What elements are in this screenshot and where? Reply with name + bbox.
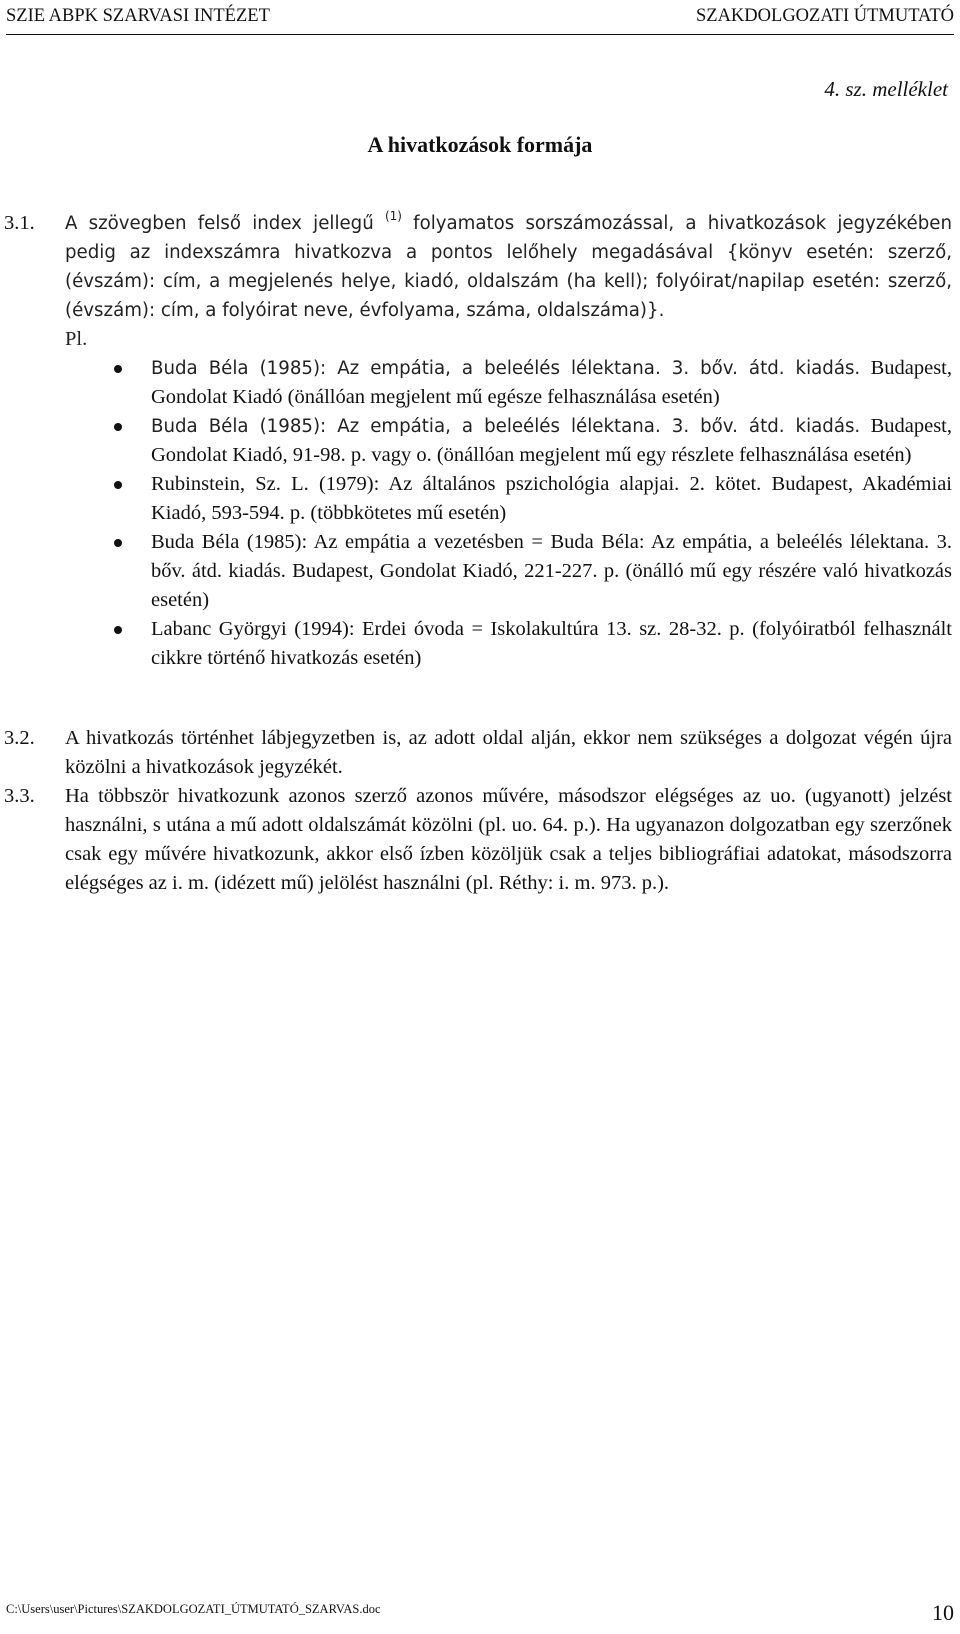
page-title: A hivatkozások formája [367, 132, 593, 157]
list-item [114, 615, 952, 673]
section-text: Ha többször hivatkozunk azonos szerző azonos művére, másodszor elégséges az uo. (ugyanott) jelzést használni, s utána a mű adott oldalszámát közölni (pl. uo. 64. p.). Ha ugyanazon dolgozatban egy szerzőnek csak egy művére hivatkozunk, akkor első ízben közöljük csak a teljes bibliográfiai adatokat, másodszorra elégséges az i. m. (idézett mű) jelölést használni (pl. Réthy: i. m. 973. p.). [65, 785, 952, 894]
bullet-icon [114, 365, 122, 373]
page-header [6, 4, 954, 35]
section-3-3 [4, 782, 952, 898]
section-text [65, 209, 952, 354]
bullet-icon [114, 626, 122, 634]
bullet-icon [114, 481, 122, 489]
section-3-2 [4, 724, 952, 782]
list-item [114, 354, 952, 412]
example-label: Pl. [65, 328, 88, 350]
section-text: A hivatkozás történhet lábjegyzetben is, az adott oldal alján, ekkor nem szükséges a dolgozat végén újra közölni a hivatkozások jegyzékét. [65, 727, 952, 778]
example-rest: Budapest, Gondolat Kiadó (önállóan megjelent mű egésze felhasználása esetén) [151, 357, 952, 408]
bullet-icon [114, 423, 122, 431]
example-line-1: Buda Béla (1985): Az empátia, a beleélés lélektana. 3. bőv. átd. kiadás. [151, 358, 861, 379]
header-document-title: SZAKDOLGOZATI ÚTMUTATÓ [695, 6, 954, 26]
example-rest: Budapest, Gondolat Kiadó, 91-98. p. vagy o. (önállóan megjelent mű egy részlete felhasználása esetén) [151, 415, 952, 466]
section-number: 3.1. [4, 212, 35, 234]
list-item [114, 412, 952, 470]
list-item [114, 528, 952, 615]
list-item [114, 470, 952, 528]
superscript-example: (1) [384, 209, 402, 223]
section-number: 3.2. [4, 727, 35, 749]
example-list [114, 354, 952, 673]
section-text-part-a: A szövegben felső index jellegű [65, 213, 374, 234]
annex-label: 4. sz. melléklet [824, 77, 948, 101]
example-line-1: Buda Béla (1985): Az empátia, a beleélés lélektana. 3. bőv. átd. kiadás. [151, 416, 861, 437]
bullet-icon [114, 539, 122, 547]
example-text: Buda Béla (1985): Az empátia a vezetésben = Buda Béla: Az empátia, a beleélés lélektana. 3. bőv. átd. kiadás. Budapest, Gondolat Kiadó, 221-227. p. (önálló mű egy részére való hivatkozás esetén) [151, 531, 952, 611]
header-institution: SZIE ABPK SZARVASI INTÉZET [6, 6, 270, 26]
example-text: Rubinstein, Sz. L. (1979): Az általános pszichológia alapjai. 2. kötet. Budapest, Akadémiai Kiadó, 593-594. p. (többkötetes mű esetén) [151, 473, 952, 524]
page-footer [6, 1594, 954, 1630]
section-text-part-b: folyamatos sorszámozással, a hivatkozások jegyzékében pedig az indexszámra hivatkozva a pontos lelőhely megadásával {könyv esetén: szerző, (évszám): cím, a megjelenés helye, kiadó, oldalszám (ha kell); folyóirat/napilap esetén: szerző, (évszám): cím, a folyóirat neve, évfolyama, száma, oldalszáma)}. [65, 213, 952, 321]
section-number: 3.3. [4, 785, 35, 807]
file-path: C:\Users\user\Pictures\SZAKDOLGOZATI_ÚTMUTATÓ_SZARVAS.doc [6, 1602, 381, 1616]
example-text: Labanc Györgyi (1994): Erdei óvoda = Iskolakultúra 13. sz. 28-32. p. (folyóiratból felhasznált cikkre történő hivatkozás esetén) [151, 618, 952, 669]
section-3-1 [4, 209, 952, 354]
page-number: 10 [932, 1600, 954, 1625]
